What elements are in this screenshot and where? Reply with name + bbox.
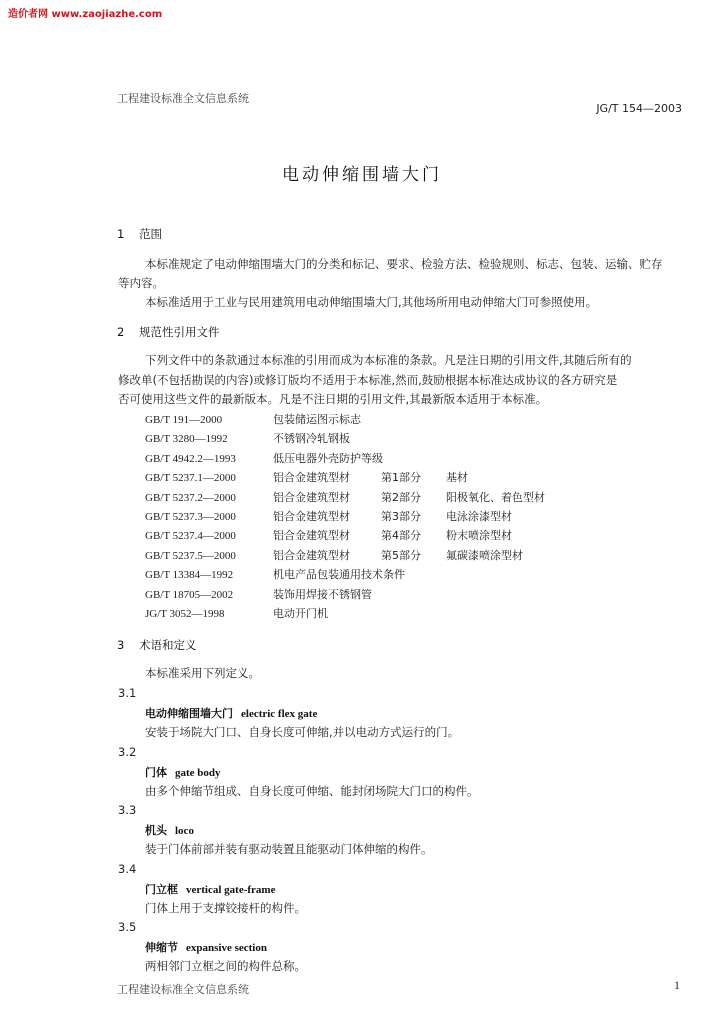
section-2-para-line-3: 否可使用这些文件的最新版本。凡是不注日期的引用文件,其最新版本适用于本标准。 xyxy=(118,392,548,406)
reference-code: GB/T 13384—1992 xyxy=(145,569,234,582)
reference-code: GB/T 5237.1—2000 xyxy=(145,472,236,485)
section-3-intro: 本标准采用下列定义。 xyxy=(145,666,260,680)
term-name-english: electric flex gate xyxy=(241,708,318,720)
term-name xyxy=(145,822,194,838)
reference-part: 第3部分 xyxy=(381,510,421,523)
term-number: 3.4 xyxy=(118,861,137,876)
reference-code: JG/T 3052—1998 xyxy=(145,608,225,620)
reference-item xyxy=(145,469,468,485)
term-name xyxy=(145,764,221,780)
term-name-english: gate body xyxy=(175,766,221,779)
term-name-chinese: 电动伸缩围墙大门 xyxy=(145,707,233,720)
reference-code: GB/T 5237.3—2000 xyxy=(145,511,236,523)
section-3-number: 3 xyxy=(117,638,125,652)
reference-code: GB/T 5237.2—2000 xyxy=(145,491,236,504)
term-name-chinese: 门体 xyxy=(145,765,167,779)
term-name xyxy=(145,881,275,897)
term-definition: 装于门体前部并装有驱动装置且能驱动门体伸缩的构件。 xyxy=(145,842,433,856)
section-2-para-line-1: 下列文件中的条款通过本标准的引用而成为本标准的条款。凡是注日期的引用文件,其随后所有的 xyxy=(145,353,632,367)
section-1-para-1a: 本标准规定了电动伸缩围墙大门的分类和标记、要求、检验方法、检验规则、标志、包装、运输、贮存 xyxy=(145,257,663,271)
term-definition: 安装于场院大门口、自身长度可伸缩,并以电动方式运行的门。 xyxy=(145,725,460,739)
reference-title: 电动开门机 xyxy=(273,607,328,620)
reference-title: 铝合金建筑型材 xyxy=(273,510,350,523)
reference-code: GB/T 191—2000 xyxy=(145,414,223,426)
term-name-chinese: 伸缩节 xyxy=(145,941,178,954)
header-system-name: 工程建设标准全文信息系统 xyxy=(117,92,249,105)
reference-part: 第5部分 xyxy=(381,548,421,562)
term-definition: 由多个伸缩节组成、自身长度可伸缩、能封闭场院大门口的构件。 xyxy=(145,783,479,798)
reference-item xyxy=(145,508,512,524)
section-1-para-2: 本标准适用于工业与民用建筑用电动伸缩围墙大门,其他场所用电动伸缩大门可参照使用。 xyxy=(145,295,598,309)
term-name-english: expansive section xyxy=(186,942,267,954)
reference-code: GB/T 18705—2002 xyxy=(145,588,234,601)
term-name xyxy=(145,705,317,721)
reference-part-title: 基材 xyxy=(446,471,468,485)
footer-system-name: 工程建设标准全文信息系统 xyxy=(117,983,249,996)
section-2-para-line-2: 修改单(不包括勘误的内容)或修订版均不适用于本标准,然而,鼓励根据本标准达成协议的各方研究是 xyxy=(118,373,618,387)
term-number: 3.2 xyxy=(118,744,137,759)
term-number: 3.1 xyxy=(118,686,137,700)
section-2-heading xyxy=(117,324,220,340)
term-number: 3.3 xyxy=(118,803,137,817)
reference-item xyxy=(145,450,383,466)
section-1-para-1b: 等内容。 xyxy=(118,276,164,290)
reference-part-title: 氟碳漆喷涂型材 xyxy=(446,548,523,562)
term-name-english: vertical gate-frame xyxy=(186,883,276,896)
term-number: 3.5 xyxy=(118,920,137,934)
reference-title: 包装储运图示标志 xyxy=(273,413,361,426)
term-definition: 门体上用于支撑铰接杆的构件。 xyxy=(145,900,306,915)
section-3-title: 术语和定义 xyxy=(139,638,197,652)
reference-title: 铝合金建筑型材 xyxy=(273,471,350,485)
reference-title: 铝合金建筑型材 xyxy=(273,548,350,562)
reference-part-title: 粉末喷涂型材 xyxy=(446,529,512,543)
reference-title: 铝合金建筑型材 xyxy=(273,490,350,504)
reference-code: GB/T 3280—1992 xyxy=(145,433,228,446)
watermark-text: 造价者网 www.zaojiazhe.com xyxy=(8,9,163,20)
reference-title: 不锈钢冷轧钢板 xyxy=(273,432,350,446)
reference-code: GB/T 4942.2—1993 xyxy=(145,452,236,465)
section-1-heading xyxy=(117,226,162,242)
reference-part-title: 阳极氧化、着色型材 xyxy=(446,490,545,504)
reference-title: 机电产品包装通用技术条件 xyxy=(273,568,405,582)
term-definition: 两相邻门立框之间的构件总称。 xyxy=(145,959,306,973)
page-title: 电动伸缩围墙大门 xyxy=(282,165,442,185)
section-1-title: 范围 xyxy=(139,227,162,241)
reference-item xyxy=(145,489,545,505)
page-number: 1 xyxy=(674,978,680,992)
section-3-heading xyxy=(117,637,197,653)
section-1-number: 1 xyxy=(117,227,125,241)
reference-part: 第4部分 xyxy=(381,529,421,543)
term-name-chinese: 门立框 xyxy=(145,882,178,896)
reference-item xyxy=(145,547,523,563)
reference-item xyxy=(145,527,512,543)
section-2-title: 规范性引用文件 xyxy=(139,325,220,339)
reference-part-title: 电泳涂漆型材 xyxy=(446,510,512,523)
reference-title: 低压电器外壳防护等级 xyxy=(273,451,383,465)
reference-part: 第2部分 xyxy=(381,490,421,504)
reference-item xyxy=(145,586,372,602)
term-name xyxy=(145,939,267,955)
reference-part: 第1部分 xyxy=(381,471,421,485)
term-name-chinese: 机头 xyxy=(145,824,167,837)
reference-title: 装饰用焊接不锈钢管 xyxy=(273,587,372,601)
reference-title: 铝合金建筑型材 xyxy=(273,529,350,543)
reference-code: GB/T 5237.5—2000 xyxy=(145,549,236,562)
reference-code: GB/T 5237.4—2000 xyxy=(145,530,236,543)
reference-item xyxy=(145,605,328,621)
section-2-number: 2 xyxy=(117,325,125,339)
term-name-english: loco xyxy=(175,825,194,837)
reference-item xyxy=(145,430,350,446)
reference-item xyxy=(145,566,405,582)
reference-item xyxy=(145,411,361,427)
header-standard-code: JG/T 154—2003 xyxy=(596,102,682,115)
